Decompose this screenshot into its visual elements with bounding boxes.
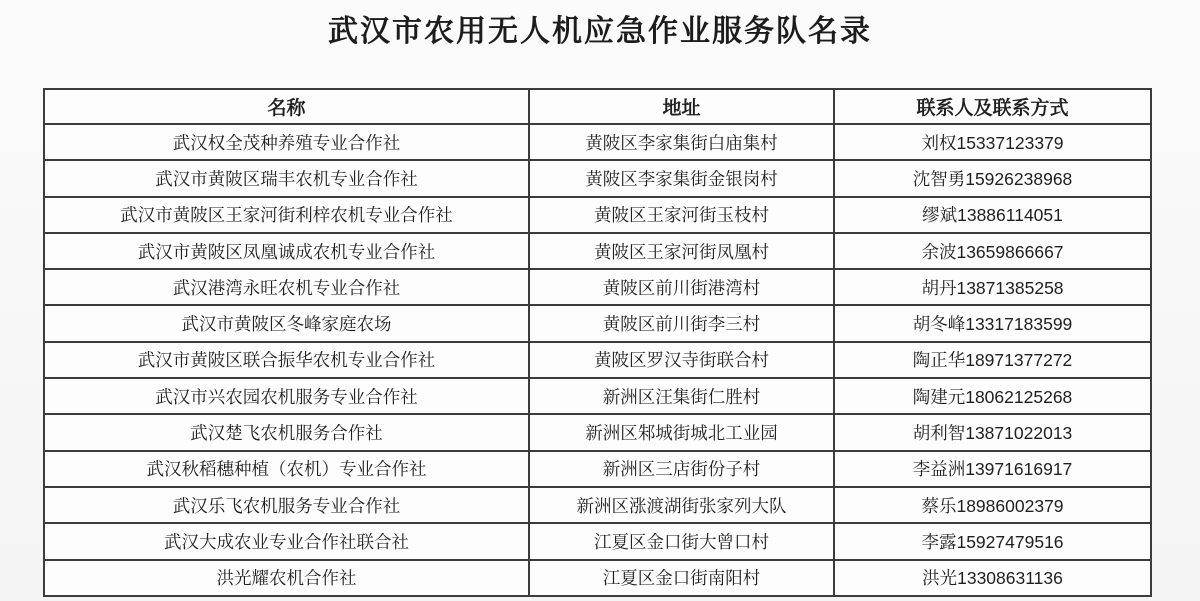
column-header-contact: 联系人及联系方式: [834, 89, 1151, 124]
table-header-row: [44, 89, 1151, 124]
column-header-name: 名称: [44, 89, 529, 124]
cell-name: 洪光耀农机合作社: [44, 560, 529, 596]
cell-address: 黄陂区李家集街白庙集村: [529, 124, 834, 160]
page-title: 武汉市农用无人机应急作业服务队名录: [328, 15, 872, 48]
table-row: [44, 378, 1151, 414]
cell-address: 黄陂区罗汉寺街联合村: [529, 342, 834, 378]
cell-address: 黄陂区王家河街玉枝村: [529, 197, 834, 233]
cell-name: 武汉权全茂种养殖专业合作社: [44, 124, 529, 160]
cell-name: 武汉楚飞农机服务合作社: [44, 414, 529, 450]
cell-contact: 沈智勇15926238968: [834, 160, 1151, 196]
cell-name: 武汉市黄陂区瑞丰农机专业合作社: [44, 160, 529, 196]
cell-contact: 刘权15337123379: [834, 124, 1151, 160]
cell-address: 江夏区金口街大曾口村: [529, 523, 834, 559]
cell-address: 新洲区涨渡湖街张家列大队: [529, 487, 834, 523]
cell-name: 武汉乐飞农机服务专业合作社: [44, 487, 529, 523]
cell-name: 武汉港湾永旺农机专业合作社: [44, 269, 529, 305]
table-row: [44, 160, 1151, 196]
cell-contact: 胡冬峰13317183599: [834, 305, 1151, 341]
table-row: [44, 414, 1151, 450]
cell-contact: 胡利智13871022013: [834, 414, 1151, 450]
cell-address: 黄陂区前川街李三村: [529, 305, 834, 341]
cell-address: 新洲区三店街份子村: [529, 451, 834, 487]
table-row: [44, 233, 1151, 269]
column-header-address: 地址: [529, 89, 834, 124]
table-row: [44, 124, 1151, 160]
table-row: [44, 197, 1151, 233]
directory-table: [43, 88, 1152, 597]
cell-name: 武汉市黄陂区冬峰家庭农场: [44, 305, 529, 341]
cell-address: 黄陂区王家河街凤凰村: [529, 233, 834, 269]
cell-address: 黄陂区李家集街金银岗村: [529, 160, 834, 196]
cell-contact: 陶正华18971377272: [834, 342, 1151, 378]
table-row: [44, 487, 1151, 523]
cell-address: 新洲区邾城街城北工业园: [529, 414, 834, 450]
table-row: [44, 451, 1151, 487]
table-body: [44, 124, 1151, 596]
cell-address: 江夏区金口街南阳村: [529, 560, 834, 596]
cell-contact: 余波13659866667: [834, 233, 1151, 269]
cell-contact: 胡丹13871385258: [834, 269, 1151, 305]
table-row: [44, 560, 1151, 596]
cell-name: 武汉市黄陂区凤凰诚成农机专业合作社: [44, 233, 529, 269]
cell-name: 武汉秋稻穗种植（农机）专业合作社: [44, 451, 529, 487]
cell-contact: 李益洲13971616917: [834, 451, 1151, 487]
cell-name: 武汉市黄陂区联合振华农机专业合作社: [44, 342, 529, 378]
cell-contact: 蔡乐18986002379: [834, 487, 1151, 523]
directory-table-wrap: [43, 88, 1150, 597]
cell-address: 新洲区汪集街仁胜村: [529, 378, 834, 414]
cell-name: 武汉市兴农园农机服务专业合作社: [44, 378, 529, 414]
table-row: [44, 269, 1151, 305]
cell-contact: 陶建元18062125268: [834, 378, 1151, 414]
cell-name: 武汉市黄陂区王家河街利梓农机专业合作社: [44, 197, 529, 233]
table-row: [44, 305, 1151, 341]
table-row: [44, 523, 1151, 559]
cell-contact: 李露15927479516: [834, 523, 1151, 559]
table-row: [44, 342, 1151, 378]
cell-name: 武汉大成农业专业合作社联合社: [44, 523, 529, 559]
cell-contact: 洪光13308631136: [834, 560, 1151, 596]
cell-contact: 缪斌13886114051: [834, 197, 1151, 233]
cell-address: 黄陂区前川街港湾村: [529, 269, 834, 305]
